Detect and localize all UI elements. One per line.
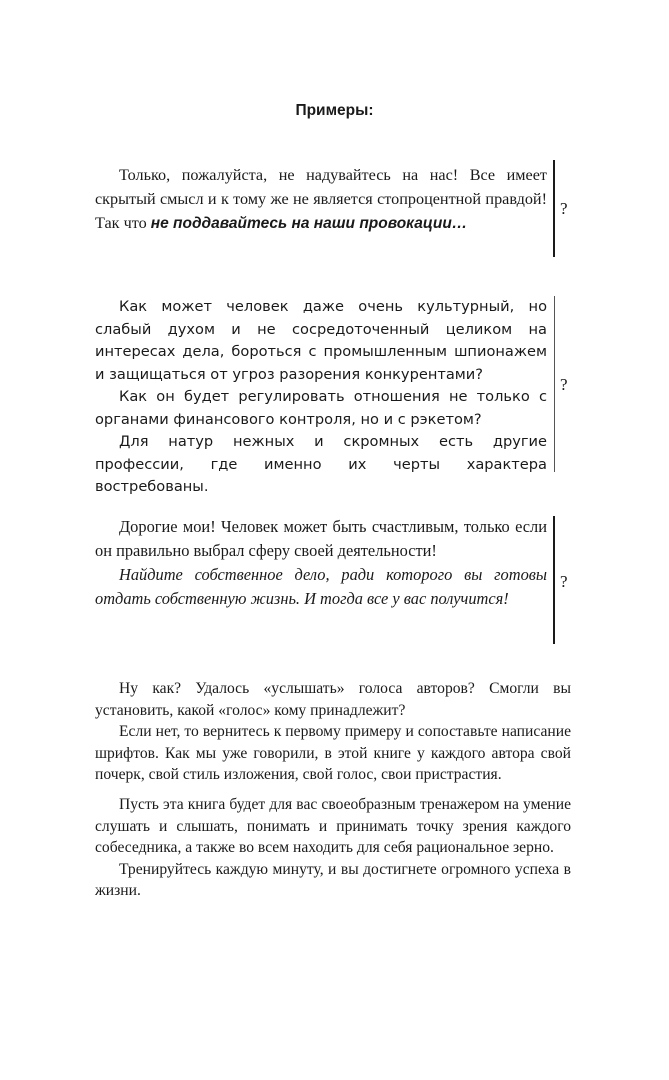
example-3-question-mark: ? [560, 572, 568, 591]
body-paragraph: Пусть эта книга будет для вас своеобразным тренажером на умение слушать и слышать, понимать и принимать точку зрения каждого собеседника, а также во всем находить для себя рациональное зерно. [95, 795, 571, 857]
example-3-paragraph: Дорогие мои! Человек может быть счастливым, только если он правильно выбрал сферу своей деятельности! [95, 517, 547, 560]
example-3-text [95, 515, 547, 611]
example-2-paragraph: Для натур нежных и скромных есть другие профессии, где именно их черты характера востребованы. [95, 433, 547, 495]
example-1-question-mark: ? [560, 199, 568, 218]
example-1-text [95, 163, 547, 236]
example-2-question-mark: ? [560, 375, 568, 394]
example-2 [95, 296, 547, 499]
body-paragraph: Тренируйтесь каждую минуту, и вы достигнете огромного успеха в жизни. [95, 860, 571, 900]
example-1-emphasis: не поддавайтесь на наши провокации… [150, 215, 468, 232]
example-1 [95, 163, 547, 236]
example-2-bracket [554, 296, 555, 472]
example-1-plain: Только, пожалуйста, не надувайтесь на нас! Все имеет скрытый смысл и к тому же не является стопроцентной правдой! Так что [95, 166, 547, 232]
body-paragraph: Если нет, то вернитесь к первому примеру и сопоставьте написание шрифтов. Как мы уже говорили, в этой книге у каждого автора свой почерк, свой стиль изложения, свой голос, свои пристрастия. [95, 723, 571, 784]
page-heading: Примеры: [295, 102, 374, 119]
example-2-text [95, 296, 547, 499]
example-3 [95, 515, 547, 611]
example-2-paragraph: Как может человек даже очень культурный, но слабый духом и не сосредоточенный целиком на интересах дела, бороться с промышленным шпионажем и защищаться от угроз разорения конкурентами? [95, 298, 547, 383]
example-2-paragraph: Как он будет регулировать отношения не только с органами финансового контроля, но и с рэкетом? [95, 388, 547, 428]
example-3-bracket [553, 516, 555, 644]
body-paragraph: Ну как? Удалось «услышать» голоса авторов? Смогли вы установить, какой «голос» кому принадлежит? [95, 680, 571, 719]
body-text [95, 678, 571, 902]
example-1-bracket [553, 160, 555, 257]
example-3-italic-paragraph: Найдите собственное дело, ради которого вы готовы отдать собственную жизнь. И тогда все у вас получится! [95, 565, 547, 608]
